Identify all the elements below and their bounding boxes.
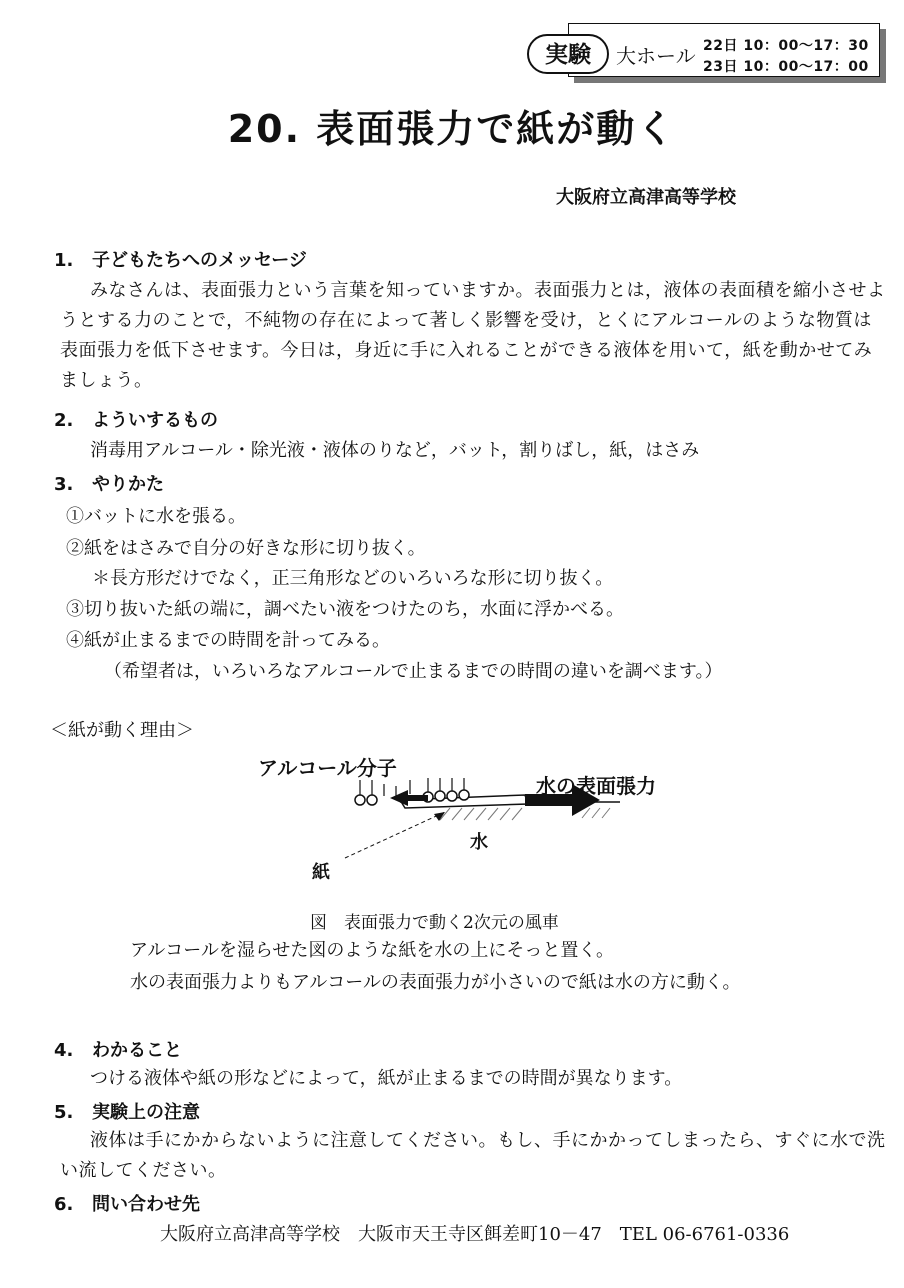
section-1-body: みなさんは、表面張力という言葉を知っていますか。表面張力とは，液体の表面積を縮小させようとする力のことで，不純物の存在によって著しく影響を受け，とくにアルコールのような物質は表面張力を低下させます。今日は，身近に手に入れることができる液体を用いて，紙を動かせてみましょう。 [60, 280, 886, 391]
school-name: 大阪府立高津高等学校 [556, 187, 736, 208]
venue-label: 大ホール [616, 44, 696, 68]
section-title: 問い合わせ先 [92, 1194, 200, 1215]
step-3: ③切り抜いた紙の端に，調べたい液をつけたのち，水面に浮かべる。 [66, 599, 624, 620]
section-5-body: 液体は手にかからないように注意してください。もし、手にかかってしまったら、すぐに水で洗い流してください。 [60, 1130, 886, 1181]
section-2-heading [54, 406, 218, 432]
section-title: 実験上の注意 [92, 1102, 200, 1123]
step-1: ①バットに水を張る。 [66, 506, 246, 527]
schedule-day2: 23日 10：00～17：00 [703, 59, 869, 75]
page-title: 20. 表面張力で紙が動く [227, 107, 677, 151]
section-number: 5. [54, 1102, 74, 1123]
figure-caption: 図 表面張力で動く2次元の風車 [310, 913, 559, 933]
step-4: ④紙が止まるまでの時間を計ってみる。 [66, 630, 390, 651]
section-title: よういするもの [92, 410, 218, 431]
label-alcohol-molecule: アルコール分子 [258, 756, 397, 780]
label-water: 水 [470, 832, 488, 853]
section-number: 4. [54, 1040, 74, 1061]
section-number: 3. [54, 474, 74, 495]
section-title: やりかた [92, 474, 164, 495]
step-4-note: （希望者は，いろいろなアルコールで止まるまでの時間の違いを調べます。） [104, 661, 723, 682]
label-water-tension: 水の表面張力 [536, 774, 656, 798]
reason-heading: ＜紙が動く理由＞ [50, 720, 194, 741]
section-number: 6. [54, 1194, 74, 1215]
section-3-heading [54, 470, 164, 496]
step-2: ②紙をはさみで自分の好きな形に切り抜く。 [66, 538, 426, 559]
label-paper: 紙 [312, 862, 330, 883]
section-number: 2. [54, 410, 74, 431]
section-number: 1. [54, 250, 74, 271]
section-6-heading [54, 1190, 200, 1216]
section-1-heading [54, 246, 307, 272]
experiment-badge: 実験 [527, 34, 609, 74]
water-hatching [440, 808, 610, 820]
section-title: 子どもたちへのメッセージ [92, 250, 307, 271]
reason-line-1: アルコールを湿らせた図のような紙を水の上にそっと置く。 [130, 940, 615, 961]
schedule-day1: 22日 10：00～17：30 [703, 38, 869, 54]
section-2-body: 消毒用アルコール・除光液・液体のりなど，バット，割りばし，紙，はさみ [90, 440, 700, 461]
paper-pointer-line [345, 812, 445, 858]
section-4-body: つける液体や紙の形などによって，紙が止まるまでの時間が異なります。 [90, 1068, 683, 1089]
reason-line-2: 水の表面張力よりもアルコールの表面張力が小さいので紙は水の方に動く。 [130, 972, 741, 993]
section-5-heading [54, 1098, 200, 1124]
section-title: わかること [92, 1040, 182, 1061]
section-4-heading [54, 1036, 182, 1062]
step-2-note: ＊長方形だけでなく，正三角形などのいろいろな形に切り抜く。 [92, 568, 614, 589]
contact-info: 大阪府立高津高等学校 大阪市天王寺区餌差町10－47 TEL 06-6761-0336 [160, 1224, 790, 1245]
